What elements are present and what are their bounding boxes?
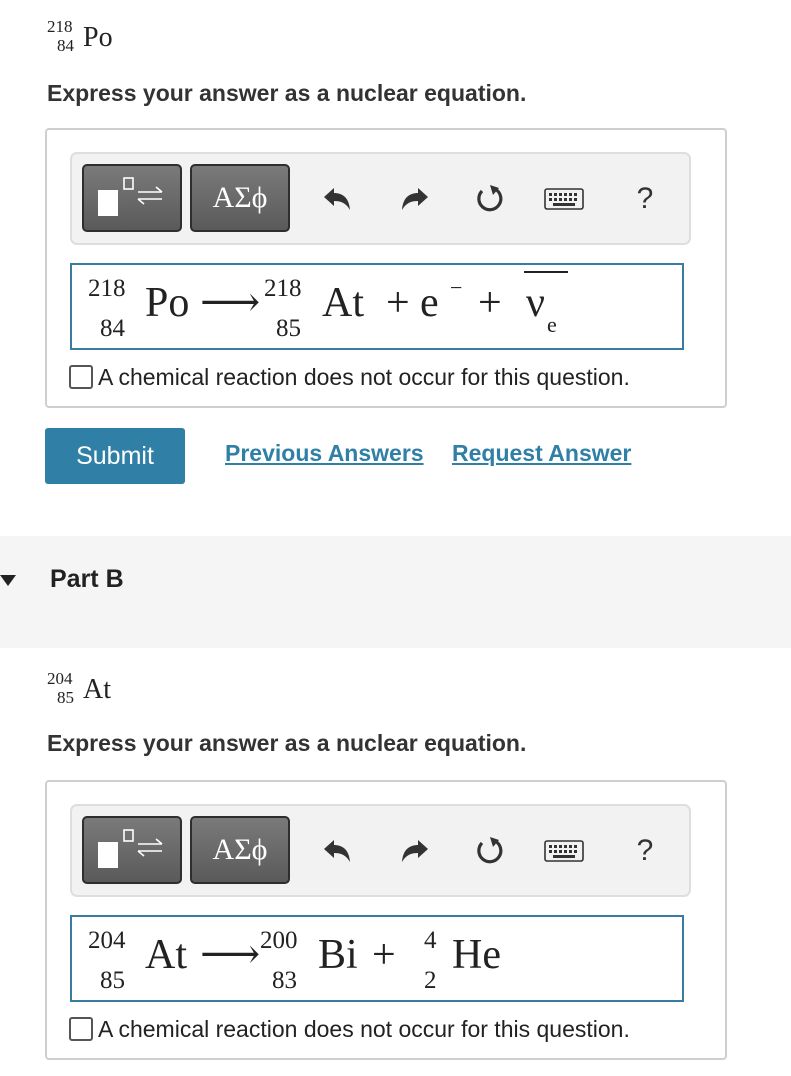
part-a-isotope <box>47 18 167 62</box>
reactant-mass-number: 204 <box>88 927 126 954</box>
redo-button[interactable] <box>395 828 435 874</box>
greek-symbols-button[interactable]: ΑΣϕ <box>190 164 290 232</box>
reset-icon <box>473 182 507 216</box>
isotope-symbol: At <box>83 674 111 705</box>
no-reaction-label: A chemical reaction does not occur for this question. <box>98 1015 630 1042</box>
part-collapse-arrow-icon[interactable] <box>0 575 16 586</box>
product1-symbol: At <box>322 280 364 326</box>
undo-button[interactable] <box>317 828 357 874</box>
redo-button[interactable] <box>395 176 435 222</box>
previous-answers-link[interactable]: Previous Answers <box>225 440 424 466</box>
part-b-isotope <box>47 670 167 714</box>
templates-button[interactable] <box>82 164 182 232</box>
part-b-prompt: Express your answer as a nuclear equation. <box>47 730 527 756</box>
no-reaction-checkbox[interactable] <box>69 1017 93 1041</box>
plus-sign: + <box>478 280 502 326</box>
help-icon: ? <box>636 182 654 215</box>
help-button[interactable] <box>625 176 665 222</box>
no-reaction-option[interactable] <box>69 360 630 394</box>
redo-icon <box>398 836 432 866</box>
reactant-mass-number: 218 <box>88 275 126 302</box>
isotope-atomic-number: 84 <box>57 36 74 55</box>
math-toolbar <box>70 152 691 245</box>
product2-symbol: e <box>420 280 439 326</box>
templates-icon <box>84 166 180 230</box>
request-answer-link[interactable]: Request Answer <box>452 440 632 466</box>
undo-button[interactable] <box>317 176 357 222</box>
templates-button[interactable] <box>82 816 182 884</box>
product1-mass-number: 200 <box>260 927 298 954</box>
product2-charge: − <box>450 275 463 300</box>
product1-atomic-number: 83 <box>272 967 297 994</box>
part-b-title: Part B <box>50 565 124 593</box>
keyboard-button[interactable] <box>544 828 584 874</box>
isotope-symbol: Po <box>83 22 113 53</box>
reset-icon <box>473 834 507 868</box>
help-button[interactable] <box>625 828 665 874</box>
reaction-arrow: ⟶ <box>200 932 261 978</box>
reaction-arrow: ⟶ <box>200 280 261 326</box>
reactant-symbol: At <box>145 932 187 978</box>
product3-symbol: ν <box>526 280 545 326</box>
help-icon: ? <box>636 834 654 867</box>
product3-subscript: e <box>547 312 557 337</box>
equation-input[interactable] <box>70 263 684 350</box>
reactant-symbol: Po <box>145 280 190 326</box>
redo-icon <box>398 184 432 214</box>
part-b-answer-box <box>45 780 727 1060</box>
plus-sign: + <box>386 280 410 326</box>
undo-icon <box>320 836 354 866</box>
greek-symbols-button[interactable]: ΑΣϕ <box>190 816 290 884</box>
product1-symbol: Bi <box>318 932 358 978</box>
product2-mass-number: 4 <box>424 927 437 954</box>
undo-icon <box>320 184 354 214</box>
keyboard-icon <box>544 839 584 863</box>
keyboard-button[interactable] <box>544 176 584 222</box>
templates-icon <box>84 818 180 882</box>
equation-input[interactable] <box>70 915 684 1002</box>
no-reaction-option[interactable] <box>69 1012 630 1046</box>
no-reaction-checkbox[interactable] <box>69 365 93 389</box>
reset-button[interactable] <box>470 828 510 874</box>
product2-atomic-number: 2 <box>424 967 437 994</box>
reactant-atomic-number: 85 <box>100 967 125 994</box>
submit-button[interactable]: Submit <box>45 428 185 484</box>
isotope-atomic-number: 85 <box>57 688 74 707</box>
isotope-mass-number: 204 <box>47 669 73 688</box>
reset-button[interactable] <box>470 176 510 222</box>
product1-atomic-number: 85 <box>276 315 301 342</box>
part-a-answer-box <box>45 128 727 408</box>
plus-sign: + <box>372 932 396 978</box>
math-toolbar <box>70 804 691 897</box>
product1-mass-number: 218 <box>264 275 302 302</box>
no-reaction-label: A chemical reaction does not occur for this question. <box>98 363 630 390</box>
isotope-mass-number: 218 <box>47 17 73 36</box>
keyboard-icon <box>544 187 584 211</box>
reactant-atomic-number: 84 <box>100 315 125 342</box>
product2-symbol: He <box>452 932 501 978</box>
part-a-prompt: Express your answer as a nuclear equation. <box>47 80 527 106</box>
antiparticle-bar <box>524 271 568 273</box>
